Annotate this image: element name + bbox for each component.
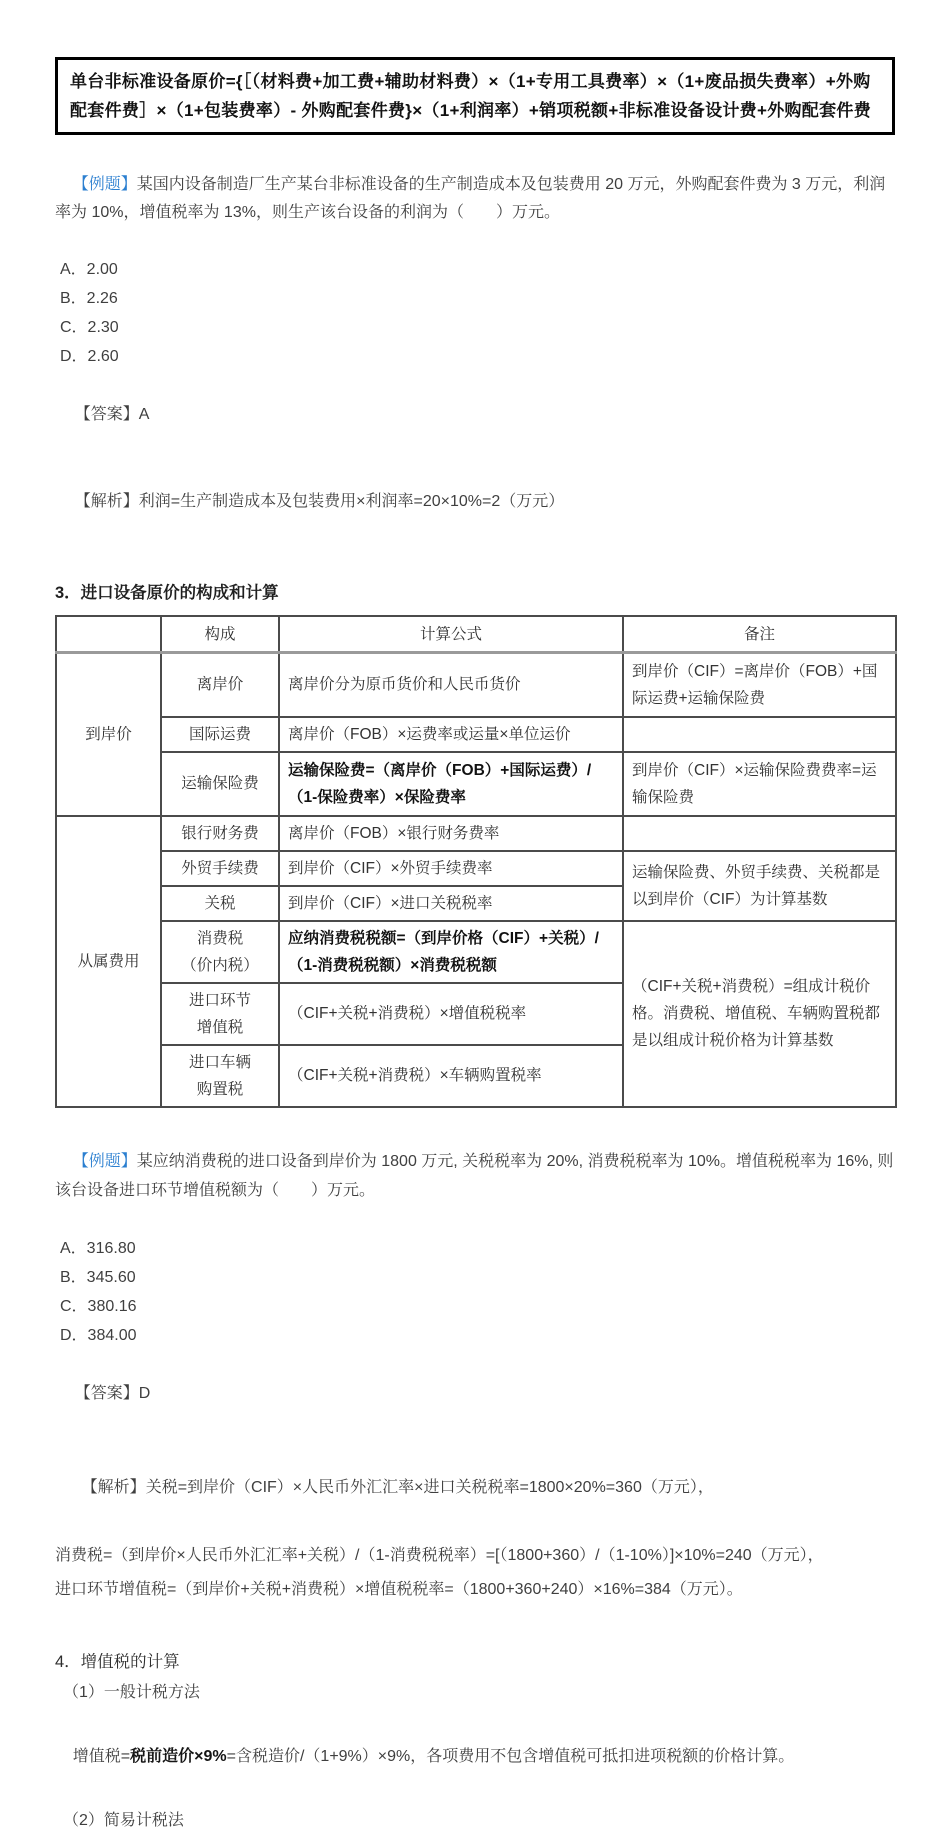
section3-title: 3．进口设备原价的构成和计算	[55, 584, 279, 602]
vat-name	[161, 983, 279, 1045]
example1-answer-value: A	[138, 406, 150, 423]
vat-formula-post: =含税造价/（1+9%）×9%，各项费用不包含增值税可抵扣进项税额的价格计算。	[226, 1747, 795, 1765]
vehicle-name-line1: 进口车辆	[188, 1053, 251, 1071]
example2-analysis-line1	[55, 1437, 895, 1539]
example2-option-c: C．380.16	[60, 1297, 137, 1315]
example2-option-d: D．384.00	[60, 1326, 137, 1344]
consumption-formula: 应纳消费税税额=（到岸价格（CIF）+关税）/（1-消费税税额）×消费税税额	[279, 921, 623, 983]
trade-tariff-merged-note: 运输保险费、外贸手续费、关税都是以到岸价（CIF）为计算基数	[623, 851, 896, 921]
freight-note	[623, 717, 896, 752]
vat-formula-cell: （CIF+关税+消费税）×增值税税率	[279, 983, 623, 1045]
table-header-formula: 计算公式	[279, 616, 623, 653]
tariff-formula: 到岸价（CIF）×进口关税税率	[279, 886, 623, 921]
table-row-fob	[56, 653, 896, 717]
example1-analysis-text: 利润=生产制造成本及包装费用×利润率=20×10%=2（万元）	[138, 493, 565, 510]
import-equipment-price-table	[55, 615, 897, 1108]
section4-item2: （2）简易计税法	[63, 1811, 184, 1829]
table-header-row	[56, 616, 896, 653]
insurance-name: 运输保险费	[161, 752, 279, 816]
bank-name: 银行财务费	[161, 816, 279, 851]
table-header-note: 备注	[623, 616, 896, 653]
fob-name: 离岸价	[161, 653, 279, 717]
vat-name-line2: 增值税	[196, 1018, 244, 1036]
vehicle-name	[161, 1045, 279, 1107]
example2-analysis	[55, 1437, 895, 1607]
example2-tag: 【例题】	[72, 1152, 137, 1170]
example1-analysis-label: 【解析】	[74, 493, 139, 510]
table-row-bank	[56, 816, 896, 851]
example1-analysis-row	[55, 458, 895, 545]
consumption-name-line1: 消费税	[196, 929, 244, 947]
taxbase-merged-note: （CIF+关税+消费税）=组成计税价格。消费税、增值税、车辆购置税都是以组成计税价格为计算基数	[623, 921, 896, 1107]
table-row-trade	[56, 851, 896, 886]
example1-stem-text: 某国内设备制造厂生产某台非标准设备的生产制造成本及包装费用 20 万元，外购配套件费为 3 万元，利润率为 10%，增值税率为 13%，则生产该台设备的利润为（ ）万元。	[55, 176, 886, 221]
example2-answer-row	[55, 1350, 895, 1437]
insurance-formula: 运输保险费=（离岸价（FOB）+国际运费）/（1-保险费率）×保险费率	[279, 752, 623, 816]
nonstandard-equipment-formula-box: 单台非标准设备原价={［（材料费+加工费+辅助材料费）×（1+专用工具费率）×（1+废品损失费率）+外购配套件费］×（1+包装费率）- 外购配套件费}×（1+利润率）+销项税额+非标准设备设计费+外购配套件费	[55, 57, 895, 135]
example2-analysis-line3: 进口环节增值税=（到岸价+关税+消费税）×增值税税率=（1800+360+240）×16%=384（万元）。	[55, 1580, 743, 1598]
example2-analysis-text1: 关税=到岸价（CIF）×人民币外汇汇率×进口关税税率=1800×20%=360（万元），	[145, 1478, 714, 1496]
group-cell-subordinate: 从属费用	[56, 816, 161, 1107]
table-row-freight	[56, 717, 896, 752]
example2-option-b: B．345.60	[60, 1268, 136, 1286]
freight-formula: 离岸价（FOB）×运费率或运量×单位运价	[279, 717, 623, 752]
section4-vat-formula	[55, 1709, 895, 1805]
group-cell-cif: 到岸价	[56, 653, 161, 816]
example1-stem	[55, 143, 895, 255]
example1-option-a: A．2.00	[60, 261, 118, 278]
table-header-blank	[56, 616, 161, 653]
example1-option-d: D．2.60	[60, 348, 119, 365]
example1-answer-label: 【答案】	[74, 406, 139, 423]
example2-answer-label: 【答案】	[74, 1384, 139, 1402]
vat-formula-bold: 税前造价×9%	[130, 1747, 227, 1765]
vat-name-line1: 进口环节	[188, 991, 251, 1009]
example2-stem	[55, 1118, 895, 1234]
tariff-name: 关税	[161, 886, 279, 921]
fob-note: 到岸价（CIF）=离岸价（FOB）+国际运费+运输保险费	[623, 653, 896, 717]
fob-formula: 离岸价分为原币货价和人民币货价	[279, 653, 623, 717]
table-row-insurance	[56, 752, 896, 816]
freight-name: 国际运费	[161, 717, 279, 752]
example1-tag: 【例题】	[72, 176, 137, 193]
vat-formula-pre: 增值税=	[72, 1747, 131, 1765]
section4-item1: （1）一般计税方法	[63, 1683, 200, 1701]
table-header-composition: 构成	[161, 616, 279, 653]
example2-stem-text: 某应纳消费税的进口设备到岸价为 1800 万元, 关税税率为 20%, 消费税税率为 10%。增值税税率为 16%, 则该台设备进口环节增值税额为（ ）万元。	[55, 1152, 894, 1199]
example2-option-a: A．316.80	[60, 1239, 136, 1257]
example2-analysis-line2: 消费税=（到岸价×人民币外汇汇率+关税）/（1-消费税税率）=[（1800+360）/（1-10%）]×10%=240（万元），	[55, 1546, 824, 1564]
section4-title: 4．增值税的计算	[55, 1652, 180, 1671]
insurance-note: 到岸价（CIF）×运输保险费费率=运输保险费	[623, 752, 896, 816]
table-row-consumption	[56, 921, 896, 983]
example1-answer-row	[55, 371, 895, 458]
example2-answer-value: D	[138, 1384, 151, 1402]
bank-formula: 离岸价（FOB）×银行财务费率	[279, 816, 623, 851]
bank-note	[623, 816, 896, 851]
consumption-name	[161, 921, 279, 983]
vehicle-name-line2: 购置税	[196, 1080, 244, 1098]
vehicle-formula: （CIF+关税+消费税）×车辆购置税率	[279, 1045, 623, 1107]
example1-option-b: B．2.26	[60, 290, 118, 307]
consumption-name-line2: （价内税）	[181, 956, 259, 974]
trade-name: 外贸手续费	[161, 851, 279, 886]
example2-analysis-label: 【解析】	[81, 1478, 146, 1496]
example1-option-c: C．2.30	[60, 319, 119, 336]
trade-formula: 到岸价（CIF）×外贸手续费率	[279, 851, 623, 886]
